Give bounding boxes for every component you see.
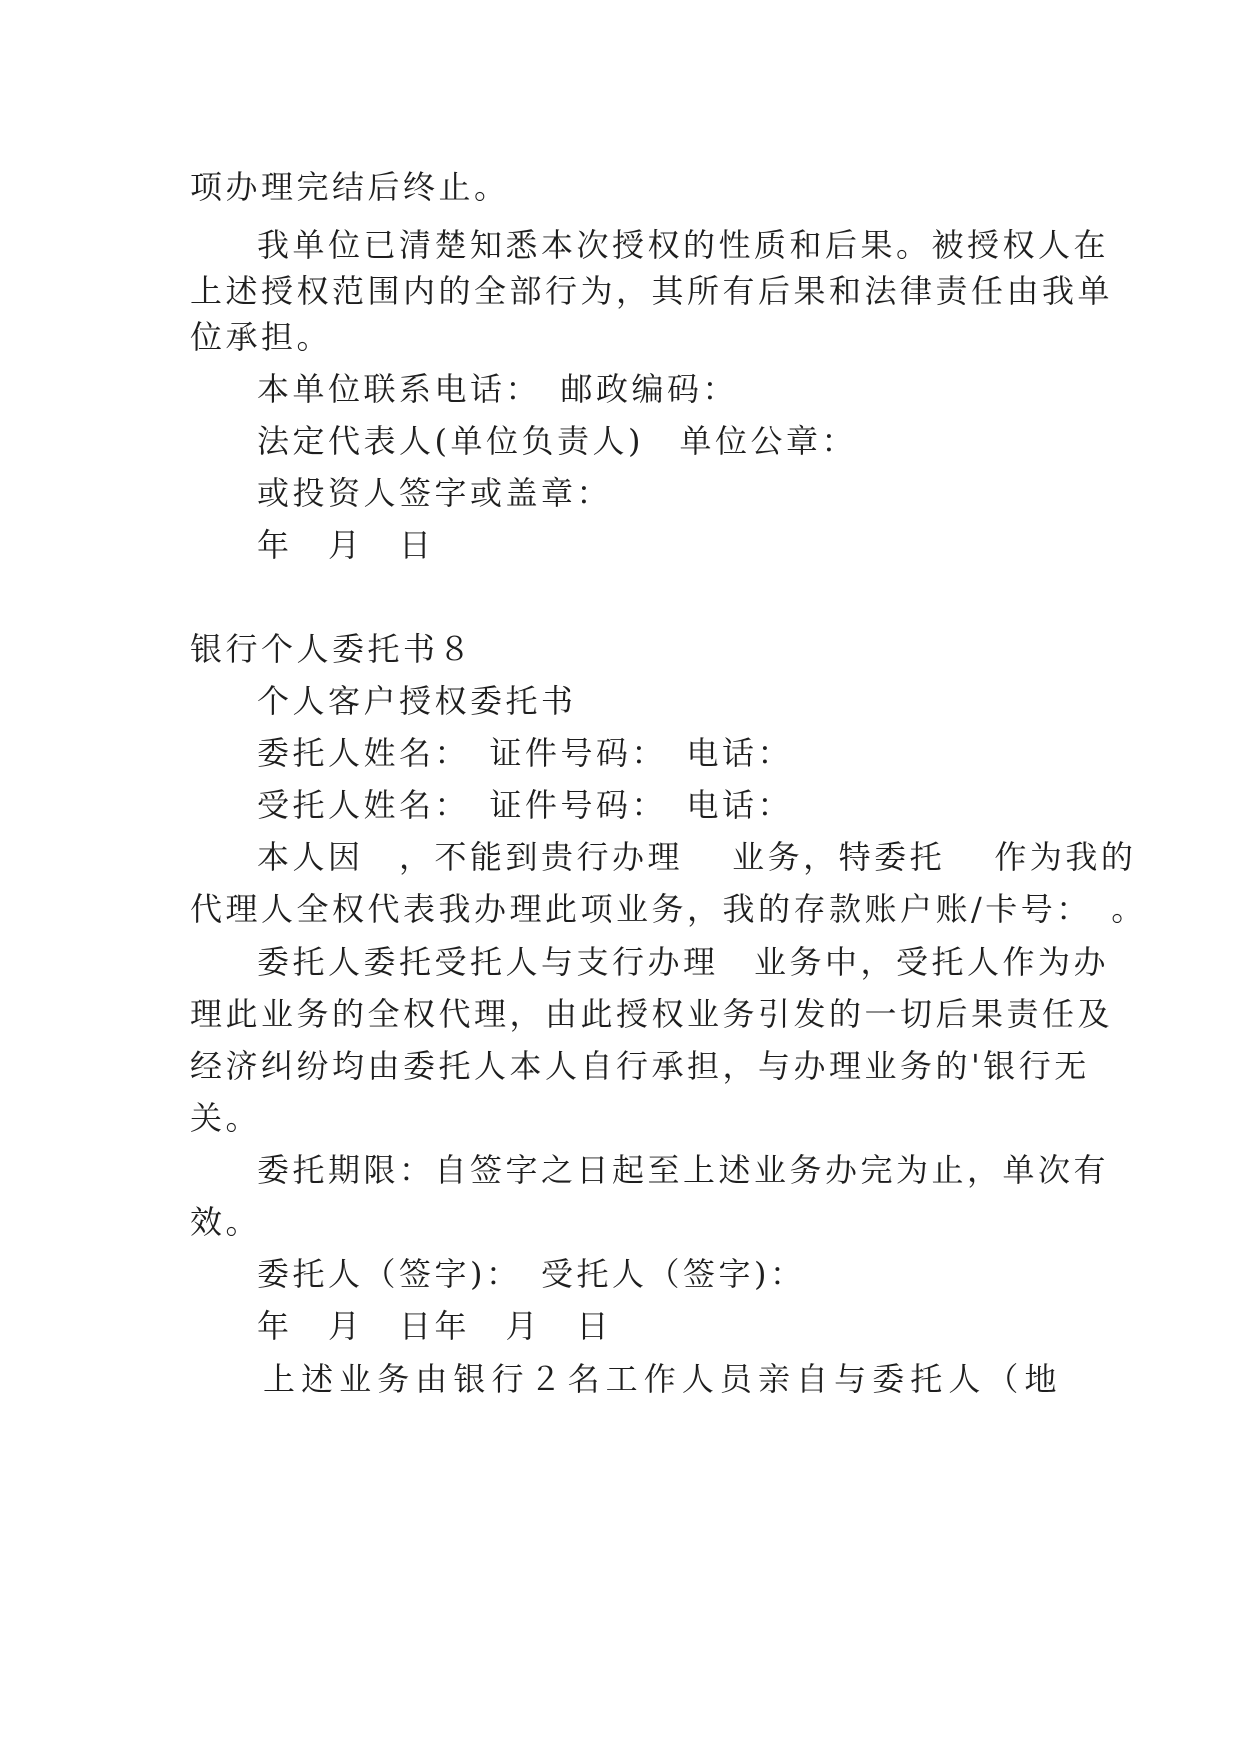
paragraph-line: 效。 — [190, 1203, 262, 1241]
paragraph-line: 本人因 ，不能到贵行办理 业务，特委托 作为我的 — [257, 838, 1137, 876]
agent-info-line: 受托人姓名： 证件号码： 电话： — [257, 786, 794, 824]
paragraph-line: 关。 — [190, 1099, 262, 1137]
paragraph-line: 经济纠纷均由委托人本人自行承担，与办理业务的'银行无 — [190, 1047, 1090, 1085]
date-line: 年 月 日 — [257, 526, 435, 564]
date-line: 年 月 日年 月 日 — [257, 1307, 613, 1345]
paragraph-line: 委托期限：自签字之日起至上述业务办完为止，单次有 — [257, 1151, 1110, 1189]
paragraph-line: 上述业务由银行２名工作人员亲自与委托人（地 — [263, 1360, 1060, 1398]
paragraph-line: 委托人委托受托人与支行办理 业务中，受托人作为办 — [257, 943, 1110, 981]
paragraph-line: 上述授权范围内的全部行为，其所有后果和法律责任由我单 — [190, 272, 1114, 310]
investor-signature-line: 或投资人签字或盖章： — [257, 474, 613, 512]
signature-line: 委托人（签字)： 受托人（签字)： — [257, 1255, 806, 1293]
paragraph-line: 我单位已清楚知悉本次授权的性质和后果。被授权人在 — [257, 226, 1110, 264]
paragraph-line: 代理人全权代表我办理此项业务，我的存款账户账/卡号： 。 — [190, 890, 1147, 928]
paragraph-line: 位承担。 — [190, 318, 333, 356]
section-title: 银行个人委托书８ — [190, 630, 475, 668]
principal-info-line: 委托人姓名： 证件号码： 电话： — [257, 734, 794, 772]
contact-phone-postcode-line: 本单位联系电话： 邮政编码： — [257, 370, 739, 408]
form-title: 个人客户授权委托书 — [257, 682, 577, 720]
paragraph-line: 理此业务的全权代理，由此授权业务引发的一切后果责任及 — [190, 995, 1114, 1033]
legal-representative-seal-line: 法定代表人(单位负责人) 单位公章： — [257, 422, 857, 460]
paragraph-line: 项办理完结后终止。 — [190, 168, 510, 206]
